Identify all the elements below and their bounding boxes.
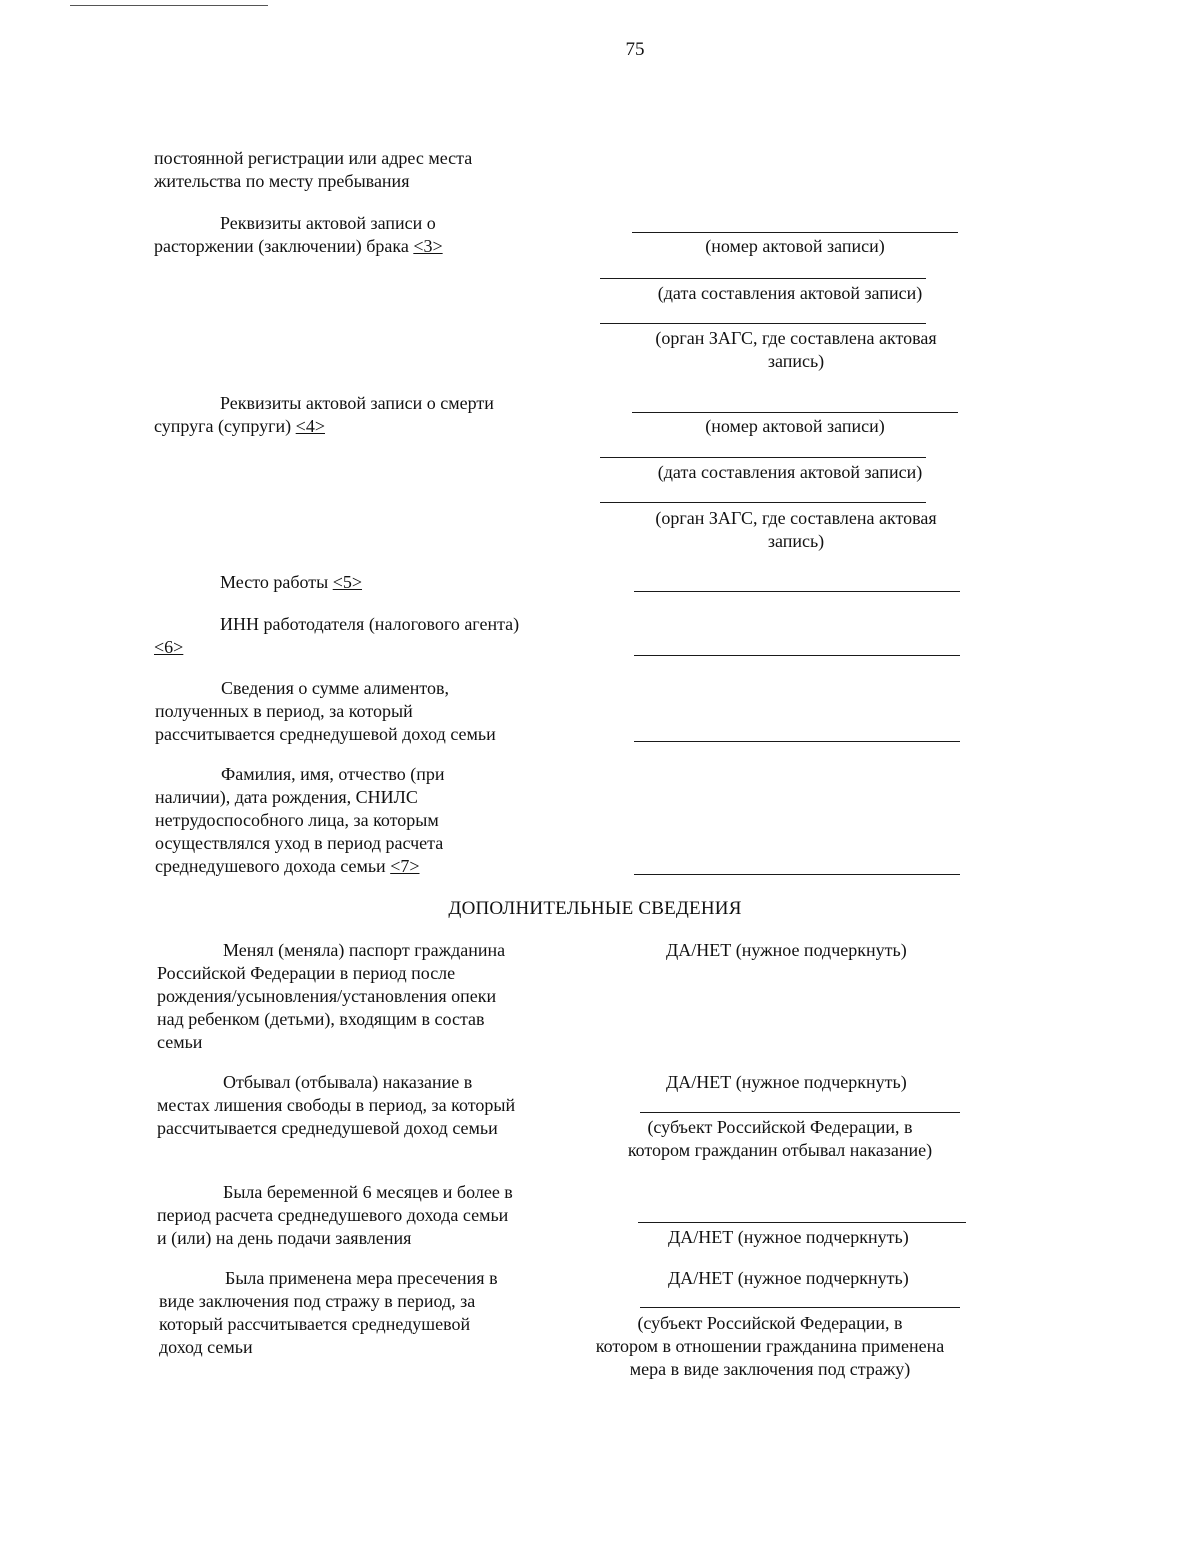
death-number-caption: (номер актовой записи) (705, 416, 885, 436)
footnote-ref-4[interactable]: <4> (295, 416, 325, 436)
caregiver-field[interactable] (634, 874, 960, 875)
alimony-label: Сведения о сумме алиментов, полученных в период, за который рассчитывается среднедушевой доход семьи (155, 678, 496, 744)
workplace-field[interactable] (634, 591, 960, 592)
marriage-record-label-text: Реквизиты актовой записи о расторжении (заключении) брака (154, 213, 436, 256)
marriage-number-caption: (номер актовой записи) (705, 236, 885, 256)
passport-change-label: Менял (меняла) паспорт гражданина Российской Федерации в период после рождения/усыновления/установления опеки над ребенком (детьми), входящим в состав семьи (157, 940, 506, 1052)
marriage-record-label (154, 212, 594, 258)
address-label: постоянной регистрации или адрес места жительства по месту пребывания (154, 148, 473, 191)
pregnancy-label: Была беременной 6 месяцев и более в период расчета среднедушевого дохода семьи и (или) на день подачи заявления (157, 1182, 513, 1248)
marriage-office-field[interactable] (600, 323, 926, 324)
death-date-field[interactable] (600, 457, 926, 458)
imprisonment-region-field[interactable] (640, 1112, 960, 1113)
footnote-ref-6[interactable]: <6> (154, 637, 184, 657)
pregnancy-answer[interactable]: ДА/НЕТ (нужное подчеркнуть) (668, 1227, 909, 1247)
marriage-number-field[interactable] (632, 232, 958, 233)
footnote-ref-7[interactable]: <7> (390, 856, 420, 876)
alimony-field[interactable] (634, 741, 960, 742)
passport-change-answer[interactable]: ДА/НЕТ (нужное подчеркнуть) (666, 940, 907, 960)
employer-inn-field[interactable] (634, 655, 960, 656)
death-office-caption: (орган ЗАГС, где составлена актовая запись) (655, 508, 937, 551)
caregiver-label-text: Фамилия, имя, отчество (при наличии), дата рождения, СНИЛС нетрудоспособного лица, за которым осуществлялся уход в период расчета среднедушевого дохода семьи (155, 764, 445, 876)
marriage-date-caption: (дата составления актовой записи) (657, 283, 923, 303)
death-record-label-text: Реквизиты актовой записи о смерти супруга (супруги) (154, 393, 494, 436)
employer-inn-label (154, 613, 594, 659)
detention-label: Была применена мера пресечения в виде заключения под стражу в период, за который рассчитывается среднедушевой доход семьи (159, 1268, 498, 1357)
workplace-label (154, 571, 594, 594)
detention-answer[interactable]: ДА/НЕТ (нужное подчеркнуть) (668, 1268, 909, 1288)
death-date-caption: (дата составления актовой записи) (657, 462, 923, 482)
death-record-label (154, 392, 594, 438)
marriage-date-field[interactable] (600, 278, 926, 279)
caregiver-label (155, 763, 595, 878)
detention-region-caption: (субъект Российской Федерации, в котором в отношении гражданина применена мера в виде заключения под стражу) (595, 1313, 945, 1379)
detention-region-field[interactable] (640, 1307, 960, 1308)
death-number-field[interactable] (632, 412, 958, 413)
footnote-ref-5[interactable]: <5> (332, 572, 363, 592)
footnote-ref-3[interactable]: <3> (413, 236, 443, 256)
imprisonment-answer[interactable]: ДА/НЕТ (нужное подчеркнуть) (666, 1072, 907, 1092)
page-number: 75 (625, 39, 645, 60)
employer-inn-label-text: ИНН работодателя (налогового агента) (220, 614, 520, 634)
additional-info-heading: ДОПОЛНИТЕЛЬНЫЕ СВЕДЕНИЯ (448, 898, 742, 919)
pregnancy-field[interactable] (638, 1222, 966, 1223)
workplace-label-text: Место работы (220, 572, 333, 592)
imprisonment-region-caption: (субъект Российской Федерации, в котором гражданин отбывал наказание) (627, 1117, 933, 1160)
scan-top-mark (70, 5, 268, 6)
marriage-office-caption: (орган ЗАГС, где составлена актовая запись) (655, 328, 937, 371)
imprisonment-label: Отбывал (отбывала) наказание в местах лишения свободы в период, за который рассчитывается среднедушевой доход семьи (157, 1072, 516, 1138)
death-office-field[interactable] (600, 502, 926, 503)
